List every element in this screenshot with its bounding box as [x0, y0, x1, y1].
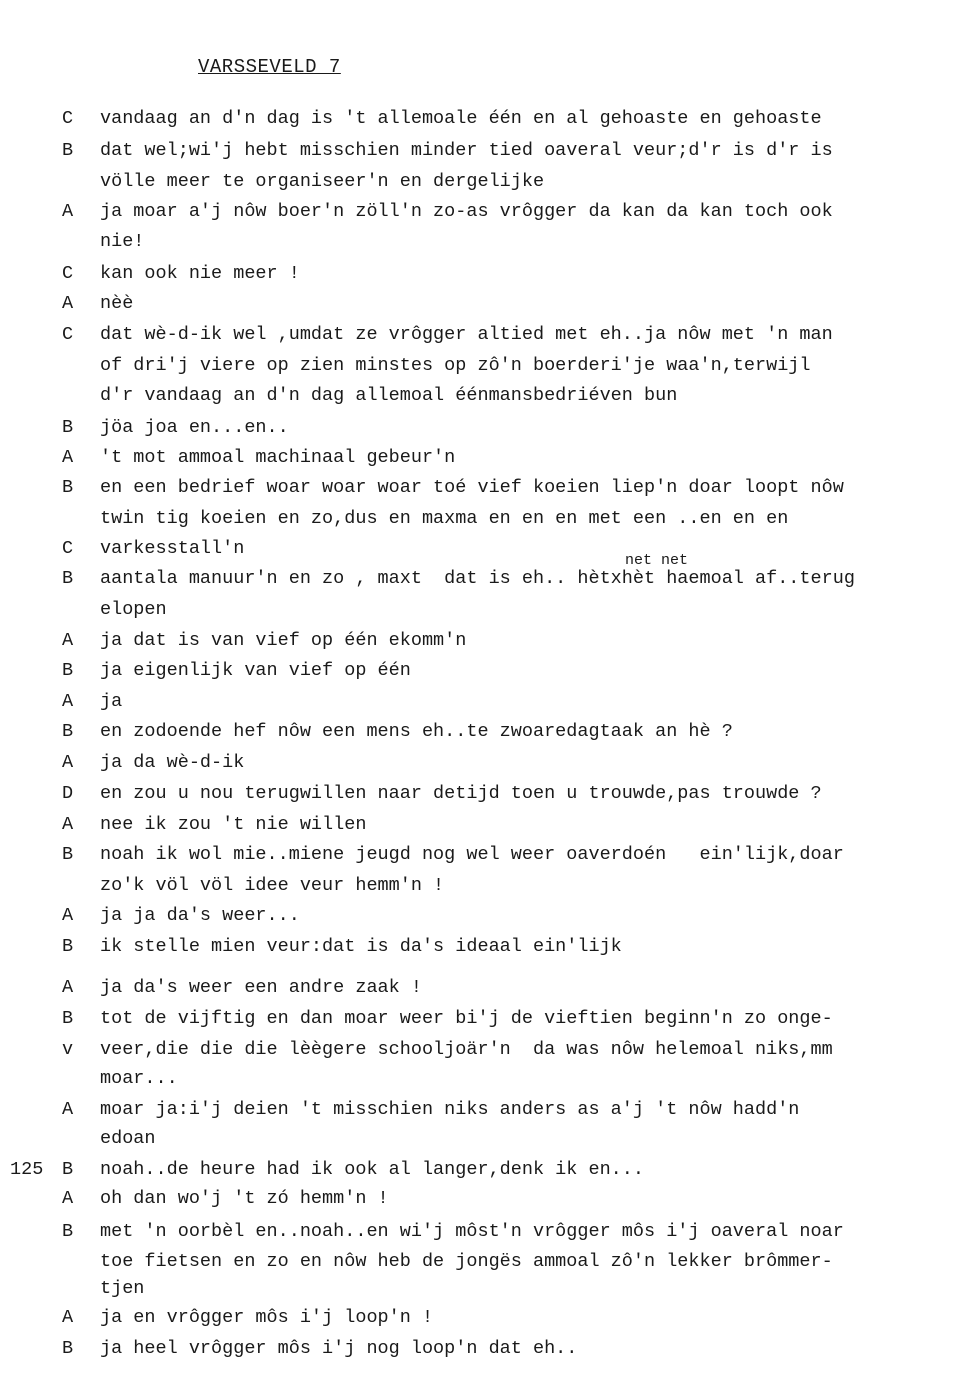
utterance-text: nèè [100, 293, 134, 314]
speaker-label: A [62, 447, 74, 468]
speaker-label: A [62, 630, 74, 651]
utterance-text: vandaag an d'n dag is 't allemoale één en al gehoaste en gehoaste [100, 108, 822, 129]
utterance-text: ja en vrôgger môs i'j loop'n ! [100, 1307, 434, 1328]
speaker-label: B [62, 477, 74, 498]
utterance-text: oh dan wo'j 't zó hemm'n ! [100, 1188, 389, 1209]
utterance-text: ja ja da's weer... [100, 905, 300, 926]
speaker-label: A [62, 201, 74, 222]
utterance-text: ja [100, 691, 123, 712]
utterance-text: d'r vandaag an d'n dag allemoal éénmansbedriéven bun [100, 385, 678, 406]
utterance-text: twin tig koeien en zo,dus en maxma en en en met een ..en en en [100, 508, 789, 529]
speaker-label: A [62, 1188, 74, 1209]
speaker-label: B [62, 936, 74, 957]
speaker-label: v [62, 1039, 74, 1060]
speaker-label: A [62, 1099, 74, 1120]
utterance-text: jöa joa en...en.. [100, 417, 289, 438]
utterance-text: ja eigenlijk van vief op één [100, 660, 411, 681]
utterance-text: nee ik zou 't nie willen [100, 814, 367, 835]
utterance-text: tjen [100, 1278, 145, 1299]
speaker-label: A [62, 814, 74, 835]
utterance-text: toe fietsen en zo en nôw heb de jongës ammoal zô'n lekker brômmer- [100, 1251, 833, 1272]
utterance-text: ja moar a'j nôw boer'n zöll'n zo-as vrôgger da kan da kan toch ook [100, 201, 833, 222]
utterance-text: elopen [100, 599, 167, 620]
speaker-label: A [62, 905, 74, 926]
speaker-label: A [62, 293, 74, 314]
utterance-text: en zou u nou terugwillen naar detijd toen u trouwde,pas trouwde ? [100, 783, 822, 804]
utterance-text: noah ik wol mie..miene jeugd nog wel weer oaverdoén ein'lijk,doar [100, 844, 844, 865]
speaker-label: A [62, 752, 74, 773]
utterance-text: noah..de heure had ik ook al langer,denk ik en... [100, 1159, 644, 1180]
utterance-text: en een bedrief woar woar woar toé vief koeien liep'n doar loopt nôw [100, 477, 844, 498]
speaker-label: B [62, 568, 74, 589]
utterance-text: aantala manuur'n en zo , maxt dat is eh.. hètxhèt haemoal af..terug [100, 568, 855, 589]
utterance-text: met 'n oorbèl en..noah..en wi'j môst'n vrôgger môs i'j oaveral noar [100, 1221, 844, 1242]
speaker-label: B [62, 660, 74, 681]
utterance-text: moar ja:i'j deien 't misschien niks anders as a'j 't nôw hadd'n [100, 1099, 800, 1120]
line-number: 125 [10, 1159, 44, 1180]
speaker-label: B [62, 844, 74, 865]
speaker-label: B [62, 417, 74, 438]
speaker-label: C [62, 108, 74, 129]
utterance-text: edoan [100, 1128, 156, 1149]
speaker-label: A [62, 691, 74, 712]
speaker-label: D [62, 783, 74, 804]
utterance-text: of dri'j viere op zien minstes op zô'n boerderi'je waa'n,terwijl [100, 355, 811, 376]
speaker-label: B [62, 1221, 74, 1242]
utterance-text: tot de vijftig en dan moar weer bi'j de vieftien beginn'n zo onge- [100, 1008, 833, 1029]
utterance-text: kan ook nie meer ! [100, 263, 300, 284]
speaker-label: A [62, 977, 74, 998]
speaker-label: B [62, 721, 74, 742]
speaker-label: B [62, 140, 74, 161]
utterance-text: moar... [100, 1068, 178, 1089]
speaker-label: C [62, 324, 74, 345]
speaker-label: A [62, 1307, 74, 1328]
utterance-text: 't mot ammoal machinaal gebeur'n [100, 447, 456, 468]
utterance-text: ja da wè-d-ik [100, 752, 245, 773]
speaker-label: B [62, 1008, 74, 1029]
utterance-text: ik stelle mien veur:dat is da's ideaal ein'lijk [100, 936, 622, 957]
utterance-text: ja da's weer een andre zaak ! [100, 977, 422, 998]
handwritten-correction: net net [625, 552, 689, 569]
utterance-text: dat wel;wi'j hebt misschien minder tied oaveral veur;d'r is d'r is [100, 140, 833, 161]
utterance-text: ja heel vrôgger môs i'j nog loop'n dat eh.. [100, 1338, 578, 1359]
speaker-label: B [62, 1159, 74, 1180]
speaker-label: B [62, 1338, 74, 1359]
utterance-text: en zodoende hef nôw een mens eh..te zwoaredagtaak an hè ? [100, 721, 733, 742]
utterance-text: nie! [100, 231, 145, 252]
speaker-label: C [62, 263, 74, 284]
speaker-label: C [62, 538, 74, 559]
utterance-text: varkesstall'n [100, 538, 245, 559]
utterance-text: zo'k völ völ idee veur hemm'n ! [100, 875, 445, 896]
page-title: VARSSEVELD 7 [198, 56, 341, 78]
utterance-text: veer,die die die lèègere schooljoär'n da was nôw helemoal niks,mm [100, 1039, 833, 1060]
utterance-text: ja dat is van vief op één ekomm'n [100, 630, 467, 651]
utterance-text: völle meer te organiseer'n en dergelijke [100, 171, 545, 192]
utterance-text: dat wè-d-ik wel ,umdat ze vrôgger altied met eh..ja nôw met 'n man [100, 324, 833, 345]
